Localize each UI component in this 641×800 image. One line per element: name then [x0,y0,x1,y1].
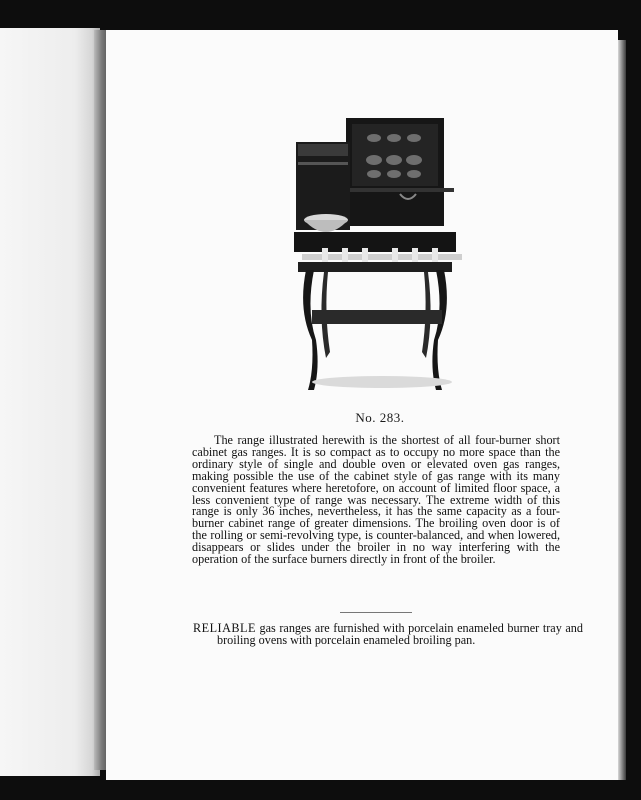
pan-body [304,220,348,232]
front-right-leg [432,270,447,390]
reliable-note-text: gas ranges are furnished with porcelain enameled burner tray and broiling ovens with porcelain enameled broiling pan. [217,621,583,647]
reliable-note-lead: RELIABLE [193,621,256,635]
broiler-trim [298,162,348,165]
left-page [0,28,100,776]
figure-caption: No. 283. [355,410,405,425]
front-left-leg [303,270,318,390]
cooking-top [294,232,456,252]
broiler-top [298,144,348,156]
range-apron [298,262,452,272]
section-divider [340,612,412,613]
reliable-note [193,622,583,646]
description-paragraph: The range illustrated herewith is the shortest of all four-burner short cabinet gas ranges. It is so compact as to occupy no more space than the ordinary style of single and double oven or elevated oven gas ranges, making possible the use of the cabinet style of gas range with its many convenient features where heretofore, on account of limited floor space, a less convenient type of range was necessary. The extreme width of this range is only 36 inches, nevertheless, it has the same capacity as a four-burner cabinet range of greater dimensions. The broiling oven door is of the rolling or semi-revolving type, is counter-balanced, and when lowered, disappears or slides under the broiler in no way interfering with the operation of the surface burners directly in front of the broiler. [192,433,560,567]
gas-range-illustration-icon [288,112,468,402]
floor-shadow [312,376,452,388]
lower-shelf [312,310,442,324]
oven-door-ornaments [366,134,422,178]
page-edge [618,40,626,780]
oven-shelf [346,188,454,192]
